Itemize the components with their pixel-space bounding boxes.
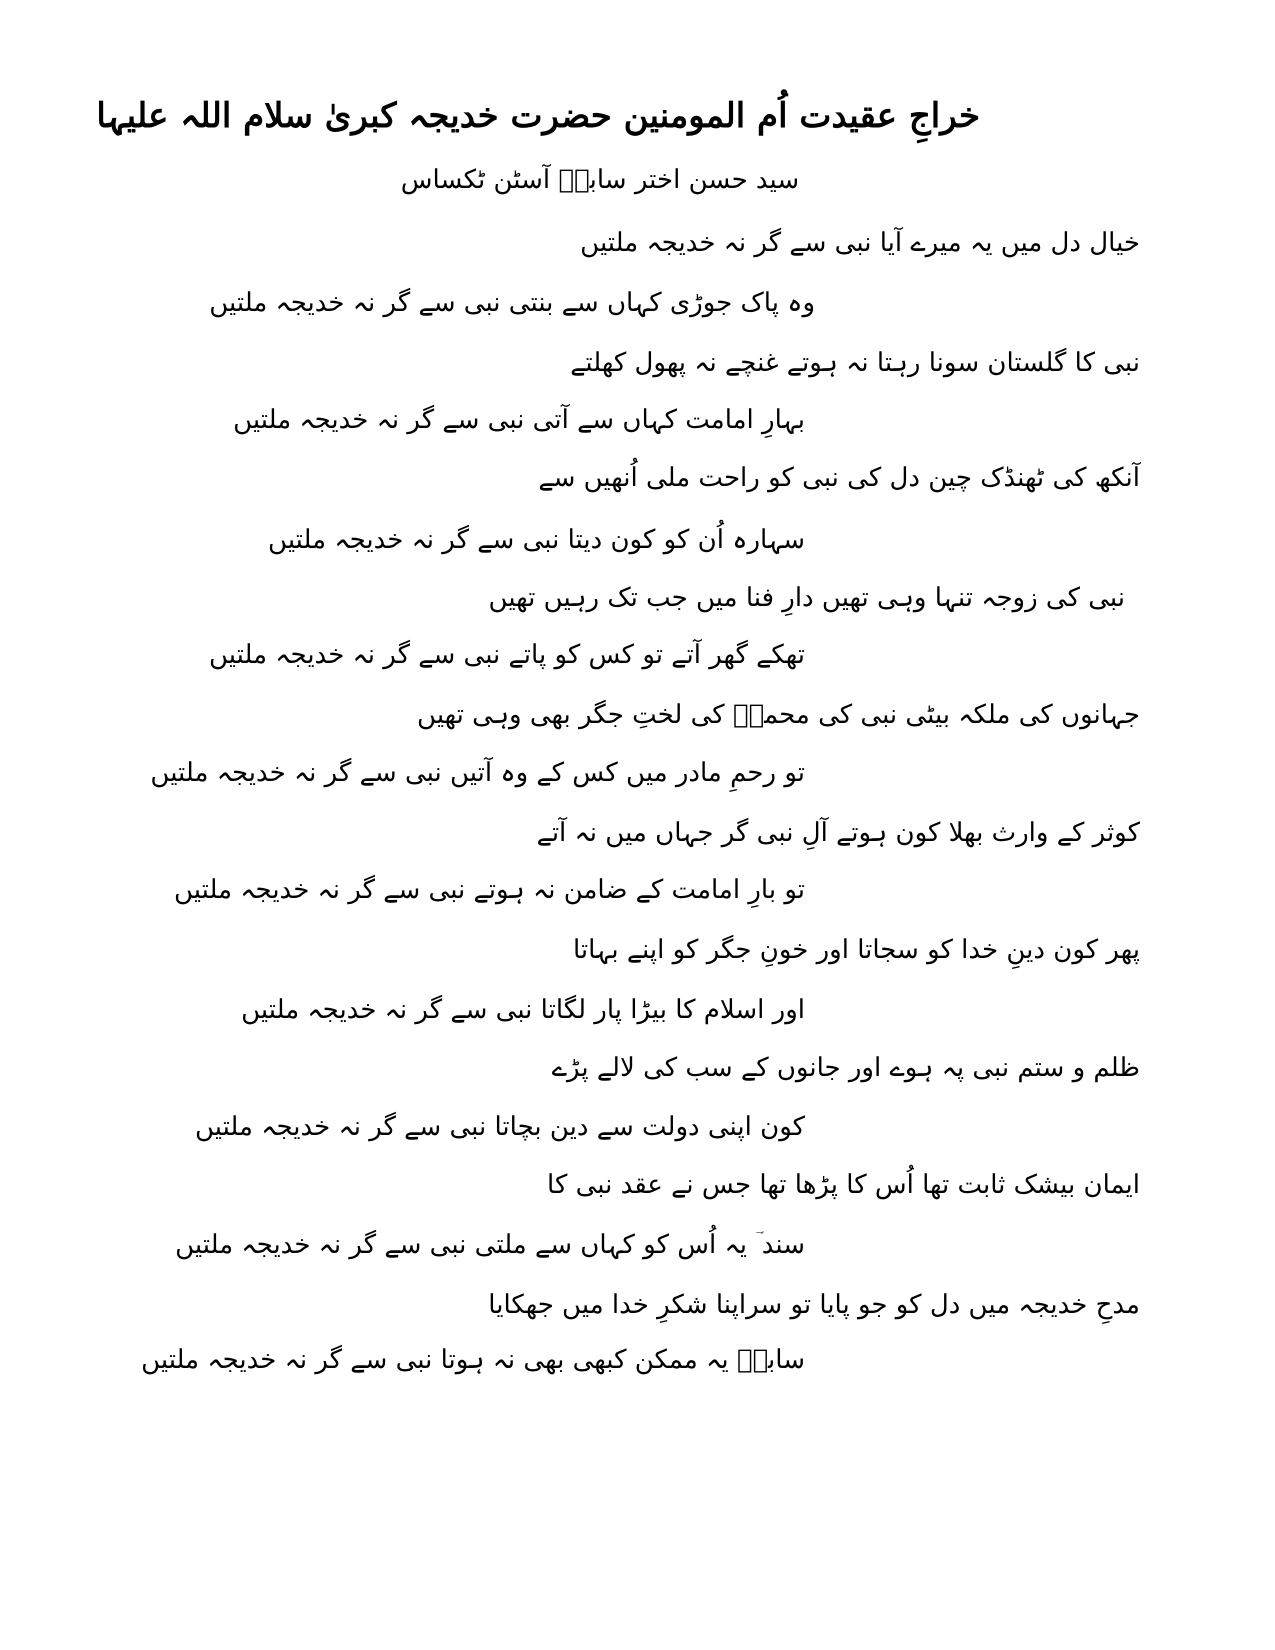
verse-line: تو رحمِ مادر میں کس کے وہ آتیں نبی سے گر نہ خدیجہ ملتیں	[150, 758, 805, 788]
verse-line: آنکھ کی ٹھنڈک چین دل کی نبی کو راحت ملی اُنھیں سے	[538, 463, 1140, 493]
poem-title: خراجِ عقیدت اُم المومنین حضرت خدیجہ کبریٰ سلام اللہ علیہا	[96, 96, 980, 136]
poet-byline: سید حسن اختر سابقؔ آسٹن ٹکساس	[400, 165, 800, 195]
verse-line: بہارِ امامت کہاں سے آتی نبی سے گر نہ خدیجہ ملتیں	[233, 405, 805, 435]
verse-line: ظلم و ستم نبی پہ ہوے اور جانوں کے سب کی لالے پڑے	[551, 1053, 1140, 1083]
verse-line: مدحِ خدیجہ میں دل کو جو پایا تو سراپنا شکرِ خدا میں جھکایا	[488, 1290, 1140, 1320]
verse-line: تو بارِ امامت کے ضامن نہ ہوتے نبی سے گر نہ خدیجہ ملتیں	[174, 875, 805, 905]
verse-line: سند ؔ یہ اُس کو کہاں سے ملتی نبی سے گر نہ خدیجہ ملتیں	[175, 1230, 805, 1260]
verse-line: سابقؔ یہ ممکن کبھی بھی نہ ہوتا نبی سے گر نہ خدیجہ ملتیں	[141, 1345, 805, 1375]
verse-line: پھر کون دینِ خدا کو سجاتا اور خونِ جگر کو اپنے بہاتا	[573, 935, 1140, 965]
verse-line: خیال دل میں یہ میرے آیا نبی سے گر نہ خدیجہ ملتیں	[580, 228, 1140, 258]
verse-line: وہ پاک جوڑی کہاں سے بنتی نبی سے گر نہ خدیجہ ملتیں	[209, 288, 815, 318]
verse-line: نبی کی زوجہ تنہا وہی تھیں دارِ فنا میں جب تک رہیں تھیں	[488, 583, 1125, 613]
verse-line: کون اپنی دولت سے دین بچاتا نبی سے گر نہ خدیجہ ملتیں	[194, 1112, 805, 1142]
verse-line: نبی کا گلستان سونا رہتا نہ ہوتے غنچے نہ پھول کھلتے	[570, 348, 1140, 378]
verse-line: کوثر کے وارث بھلا کون ہوتے آلِ نبی گر جہاں میں نہ آتے	[536, 818, 1140, 848]
verse-line: اور اسلام کا بیڑا پار لگاتا نبی سے گر نہ خدیجہ ملتیں	[241, 995, 805, 1025]
verse-line: سہارہ اُن کو کون دیتا نبی سے گر نہ خدیجہ ملتیں	[268, 525, 805, 555]
verse-line: ایمان بیشک ثابت تھا اُس کا پڑھا تھا جس نے عقد نبی کا	[547, 1170, 1140, 1200]
verse-line: تھکے گھر آتے تو کس کو پاتے نبی سے گر نہ خدیجہ ملتیں	[209, 640, 805, 670]
verse-line: جہانوں کی ملکہ بیٹی نبی کی محمدؐ کی لختِ جگر بھی وہی تھیں	[417, 700, 1140, 730]
